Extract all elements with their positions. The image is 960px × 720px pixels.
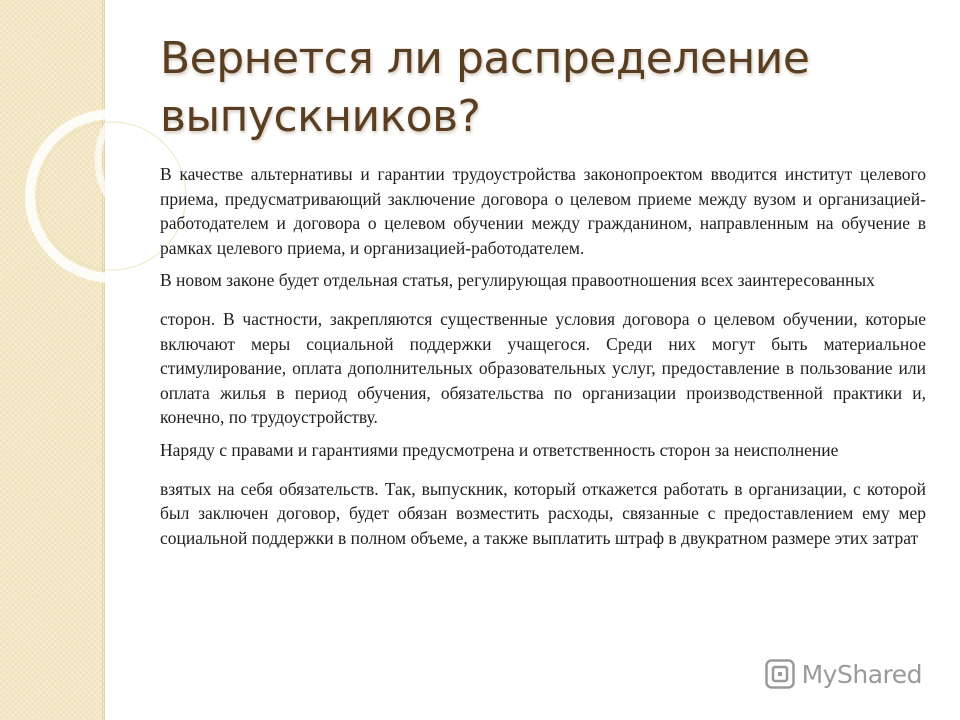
paragraph-3: сторон. В частности, закрепляются существенные условия договора о целевом обучении, которые включают меры социальной поддержки учащегося. Среди них могут быть материальное стимулирование, оплата дополнительных образовательных услуг, предоставление в пользование или оплата жилья в период обучения, обязательства по организации производственной практики и, конечно, по трудоустройству. [160,308,926,428]
decorative-side-strip [0,0,105,720]
paragraph-5: взятых на себя обязательств. Так, выпускник, который откажется работать в организации, с которой был заключен договор, будет обязан возместить расходы, связанные с предоставлением ему мер социальной поддержки в полном объеме, а также выплатить штраф в двукратном размере этих затрат [160,478,926,548]
myshared-logo-icon [765,659,795,689]
watermark-text: MyShared [801,659,922,689]
paragraph-2: В новом законе будет отдельная статья, регулирующая правоотношения всех заинтересованных [160,270,875,291]
myshared-watermark [765,654,922,694]
slide-title: Вернется ли распределение выпускников? [160,33,810,142]
paragraph-4: Наряду с правами и гарантиями предусмотрена и ответственность сторон за неисполнение [160,439,839,460]
paragraph-1: В качестве альтернативы и гарантии трудоустройства законопроектом вводится институт целевого приема, предусматривающий заключение договора о целевом приеме между вузом и организацией-работодателем и договора о целевом обучении между гражданином, направленным на обучение в рамках целевого приема, и организацией-работодателем. [160,164,926,258]
slide-body [160,162,926,558]
